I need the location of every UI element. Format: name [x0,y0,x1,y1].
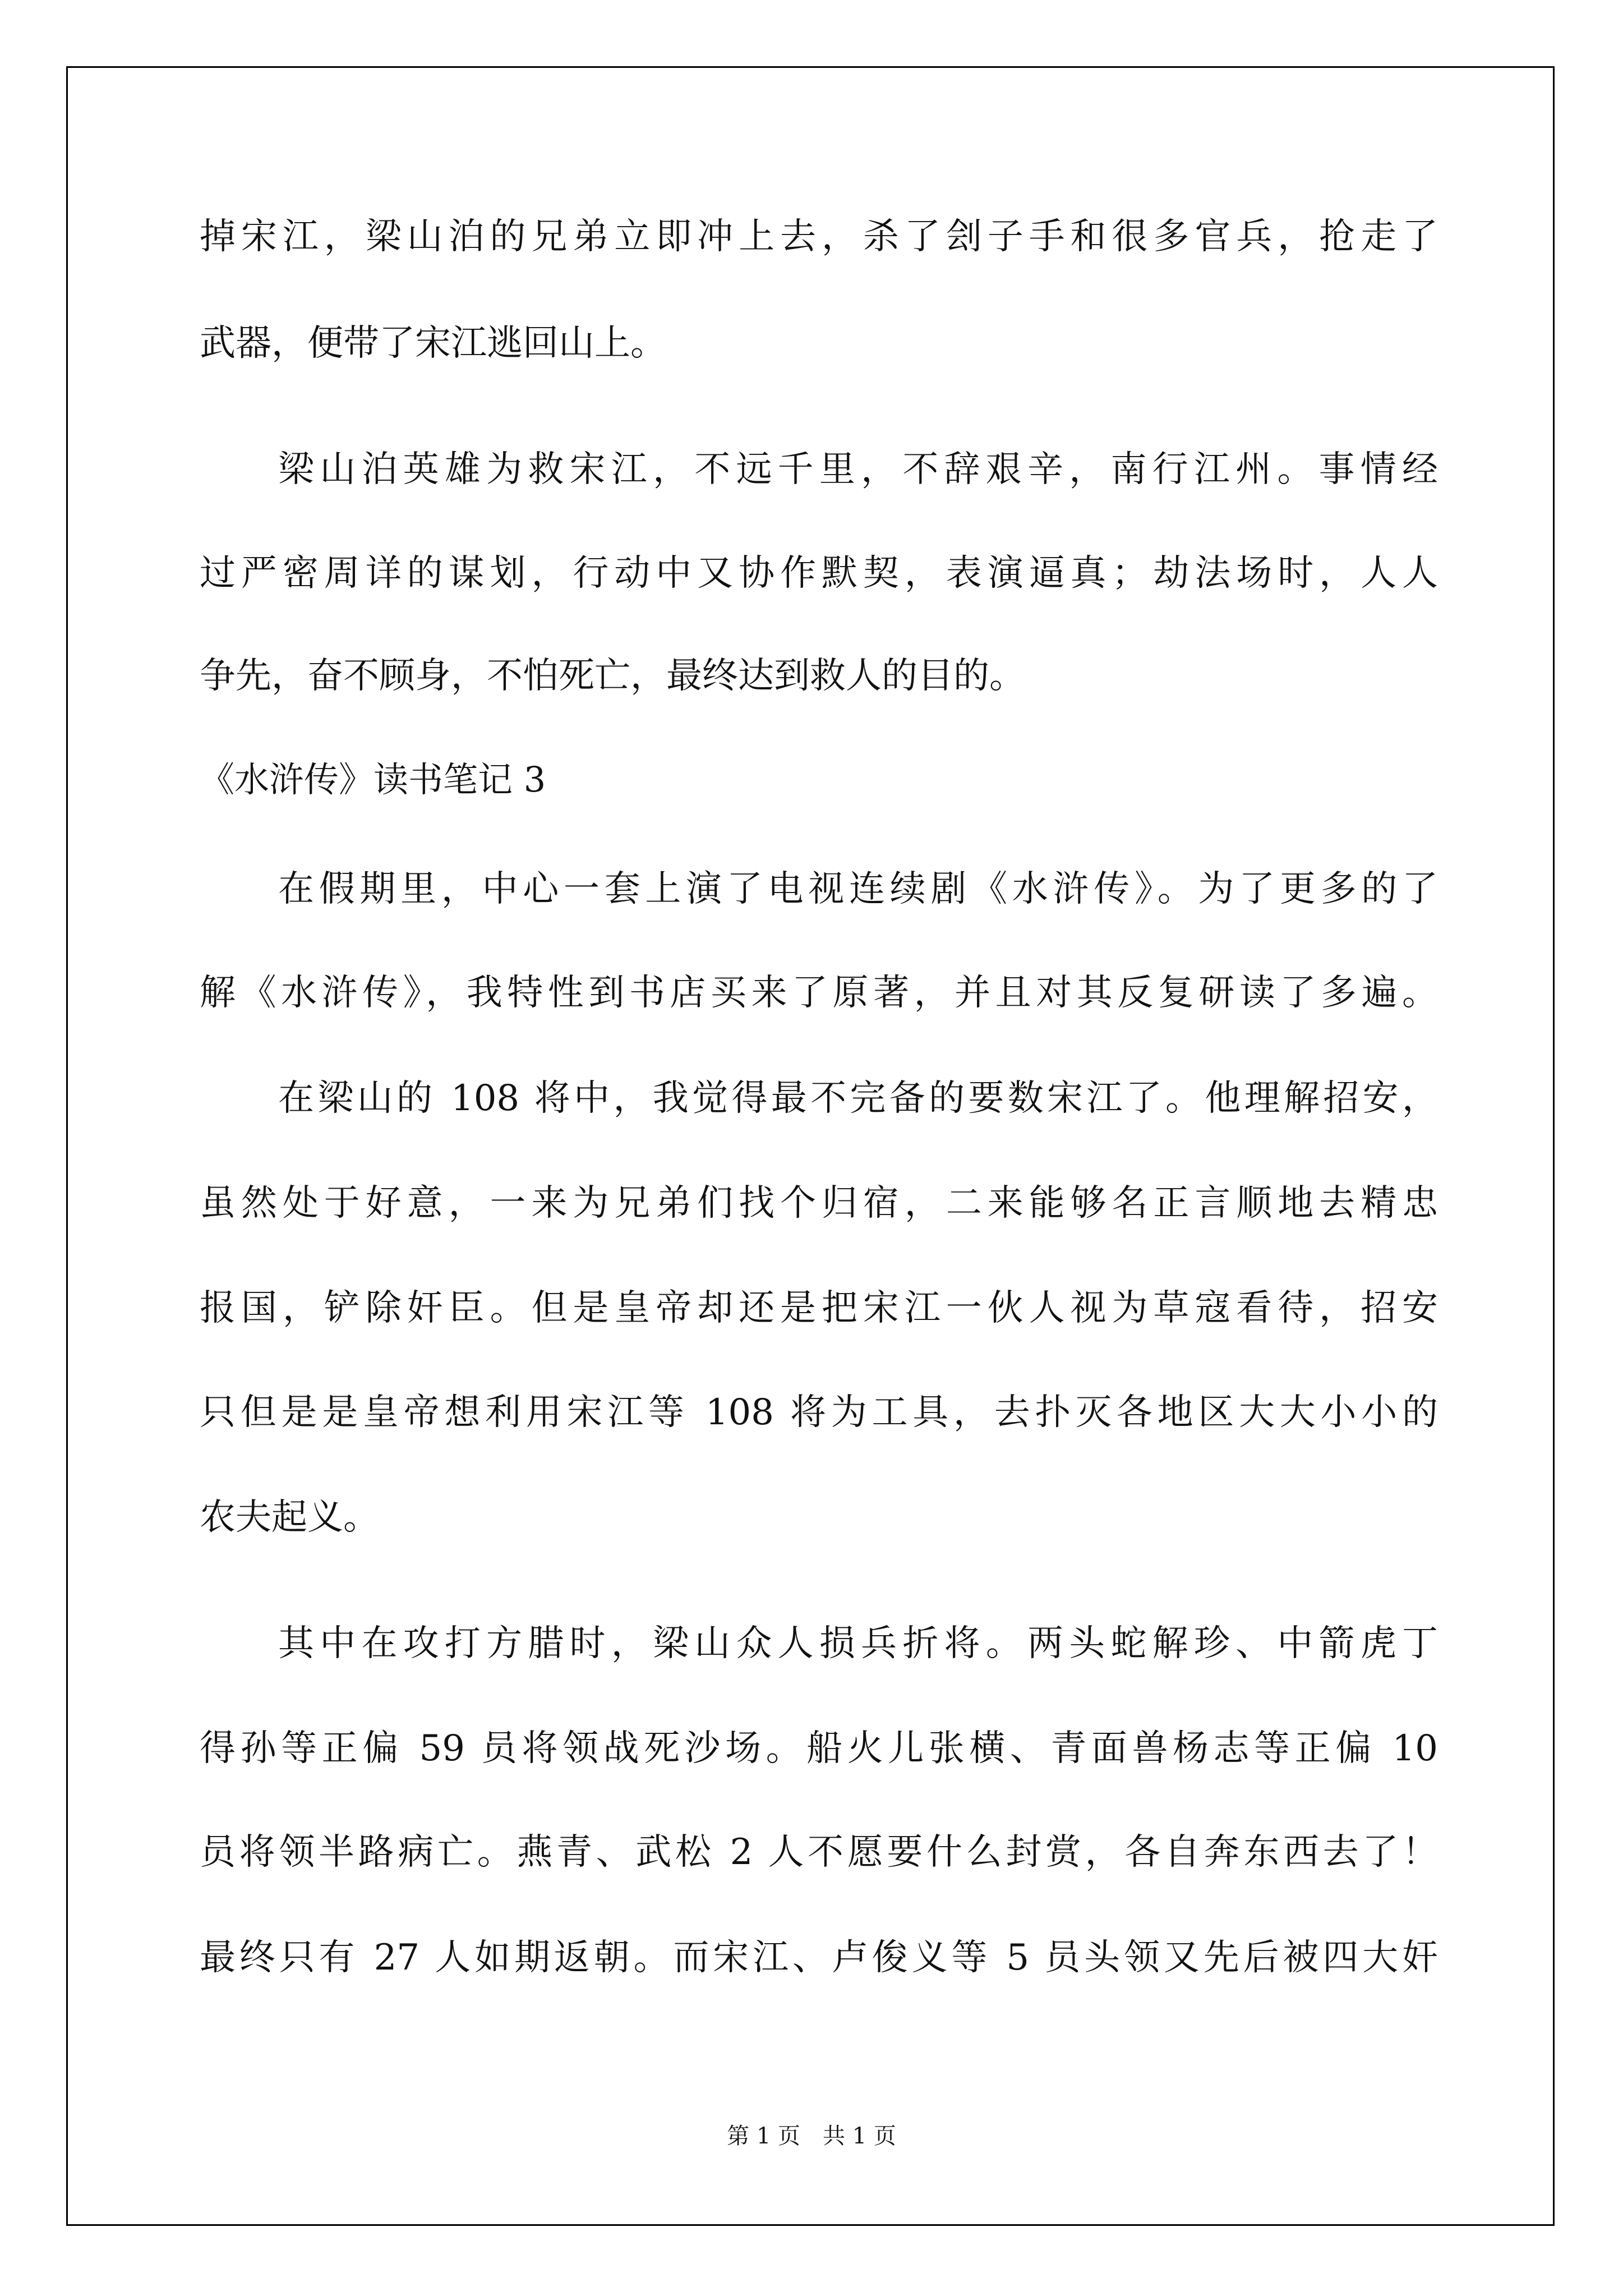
paragraph-line: 在假期里，中心一套上演了电视连续剧《水浒传》。为了更多的了 [278,868,1438,910]
paragraph-line: 在梁山的 108 将中，我觉得最不完备的要数宋江了。他理解招安， [278,1078,1438,1119]
page-footer: 第 1 页 共 1 页 [727,2123,896,2149]
paragraph-line: 农夫起义。 [200,1497,379,1538]
paragraph-line: 只但是是皇帝想利用宋江等 108 将为工具，去扑灭各地区大大小小的 [200,1392,1438,1433]
paragraph-line: 掉宋江，梁山泊的兄弟立即冲上去，杀了刽子手和很多官兵，抢走了 [200,216,1438,257]
paragraph-line: 员将领半路病亡。燕青、武松 2 人不愿要什么封赏，各自奔东西去了！ [200,1832,1438,1873]
paragraph-line: 解《水浒传》，我特性到书店买来了原著，并且对其反复研读了多遍。 [200,972,1438,1014]
paragraph-line: 梁山泊英雄为救宋江，不远千里，不辞艰辛，南行江州。事情经 [278,449,1438,490]
page-border [66,66,1555,2226]
paragraph-line: 武器，便带了宋江逃回山上。 [200,323,666,364]
paragraph-line: 争先，奋不顾身，不怕死亡，最终达到救人的目的。 [200,655,1025,697]
paragraph-line: 其中在攻打方腊时，梁山众人损兵折将。两头蛇解珍、中箭虎丁 [278,1623,1438,1664]
section-heading: 《水浒传》读书笔记 3 [200,759,546,800]
paragraph-line: 过严密周详的谋划，行动中又协作默契，表演逼真；劫法场时，人人 [200,553,1438,594]
paragraph-line: 报国，铲除奸臣。但是皇帝却还是把宋江一伙人视为草寇看待，招安 [200,1287,1438,1329]
paragraph-line: 虽然处于好意，一来为兄弟们找个归宿，二来能够名正言顺地去精忠 [200,1182,1438,1224]
paragraph-line: 得孙等正偏 59 员将领战死沙场。船火儿张横、青面兽杨志等正偏 10 [200,1728,1438,1769]
paragraph-line: 最终只有 27 人如期返朝。而宋江、卢俊义等 5 员头领又先后被四大奸 [200,1937,1438,1978]
